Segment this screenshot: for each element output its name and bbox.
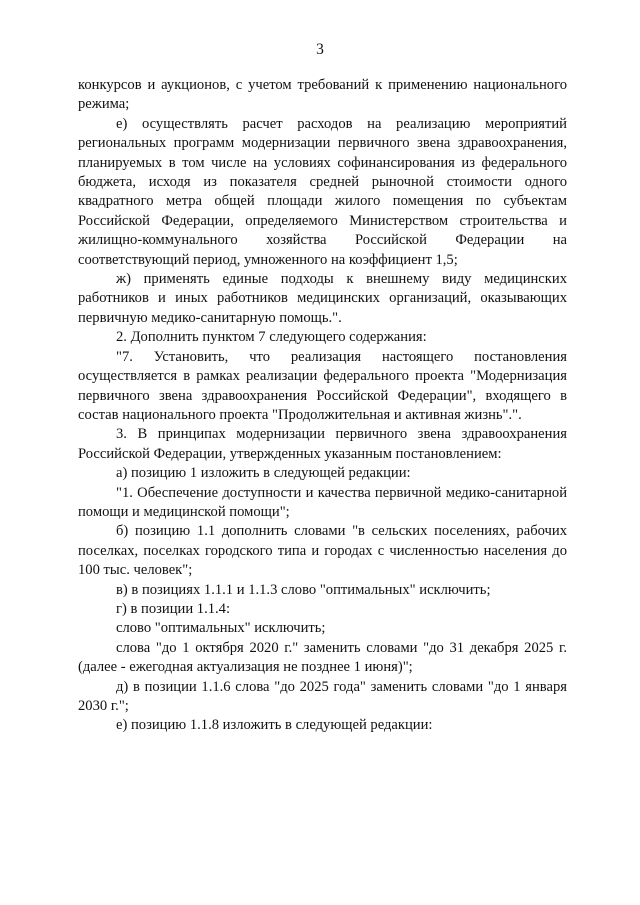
paragraph-item-v: в) в позициях 1.1.1 и 1.1.3 слово "оптимальных" исключить; (116, 581, 491, 598)
paragraph-position-1-text: "1. Обеспечение доступности и качества первичной медико-санитарной помощи и медицинской помощи"; (78, 484, 567, 520)
paragraph-item-g-word: слово "оптимальных" исключить; (116, 620, 326, 637)
paragraph-item-a: а) позицию 1 изложить в следующей редакции: (116, 465, 411, 482)
document-body (78, 76, 567, 736)
paragraph-point-2: 2. Дополнить пунктом 7 следующего содержания: (116, 329, 427, 346)
paragraph-item-e-calculation: е) осуществлять расчет расходов на реализацию мероприятий региональных программ модернизации первичного звена здравоохранения, планируемых в том числе на условиях софинансирования из федерального бюджета, исходя из показателя средней рыночной стоимости одного квадратного метра общей площади жилого помещения по субъектам Российской Федерации, определяемого Министерством строительства и жилищно-коммунального хозяйства Российской Федерации на соответствующий период, умноженного на коэффициент 1,5; (78, 115, 567, 268)
paragraph-item-g-date: слова "до 1 октября 2020 г." заменить словами "до 31 декабря 2025 г. (далее - ежегодная актуализация не позднее 1 июня)"; (78, 639, 567, 676)
paragraph-item-d: д) в позиции 1.1.6 слова "до 2025 года" заменить словами "до 1 января 2030 г."; (78, 678, 567, 714)
paragraph-item-b: б) позицию 1.1 дополнить словами "в сельских поселениях, рабочих поселках, поселках городского типа и городах с численностью населения до 100 тыс. человек"; (78, 523, 567, 579)
paragraph-item-zh-appearance: ж) применять единые подходы к внешнему виду медицинских работников и иных работников медицинских организаций, оказывающих первичную медико-санитарную помощь.". (78, 271, 567, 326)
paragraph-national-regime: конкурсов и аукционов, с учетом требований к применению национального режима; (78, 77, 567, 113)
page-number: 3 (316, 41, 324, 58)
paragraph-item-e-position-118: е) позицию 1.1.8 изложить в следующей редакции: (116, 717, 433, 734)
paragraph-item-g: г) в позиции 1.1.4: (116, 600, 231, 617)
paragraph-point-3: 3. В принципах модернизации первичного звена здравоохранения Российской Федерации, утвержденных указанным постановлением: (78, 426, 567, 462)
paragraph-point-7-text: "7. Установить, что реализация настоящего постановления осуществляется в рамках реализации федерального проекта "Модернизация первичного звена здравоохранения Российской Федерации", входящего в состав национального проекта "Продолжительная и активная жизнь".". (78, 348, 567, 423)
